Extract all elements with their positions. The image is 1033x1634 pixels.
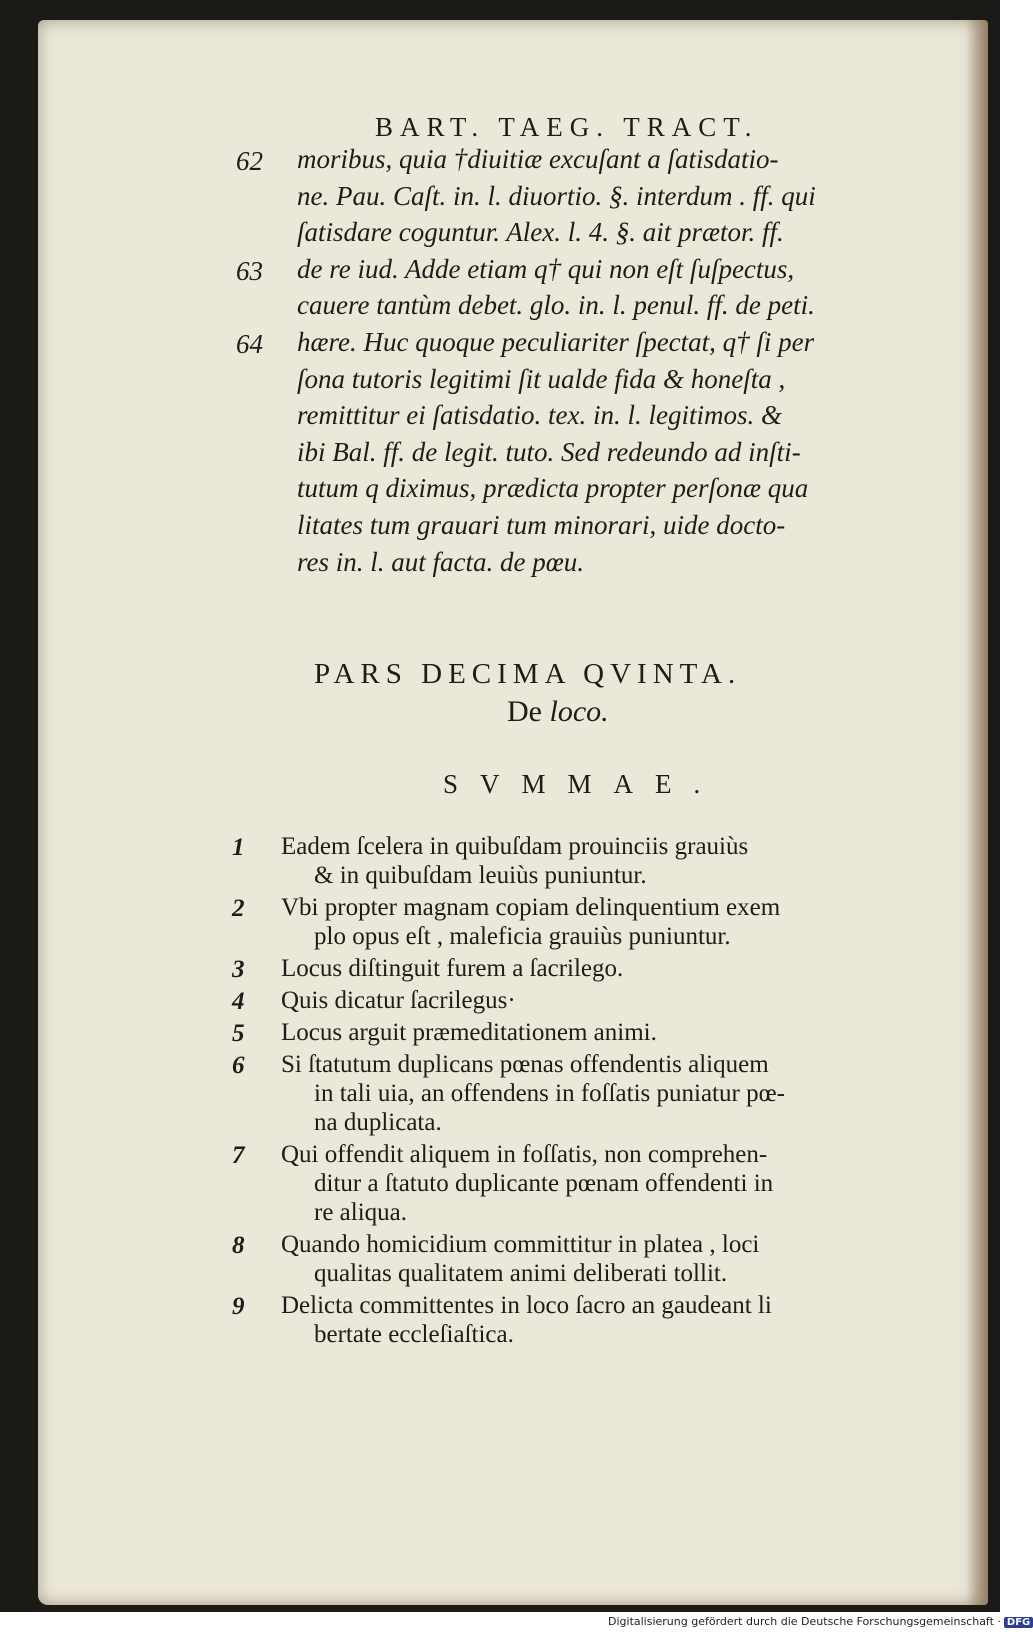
summa-line: Qui offendit aliquem in foſſatis, non comprehen- xyxy=(281,1141,768,1168)
body-line: ſatisdare coguntur. Alex. l. 4. §. ait prætor. ff. xyxy=(297,217,784,248)
dfg-logo: DFG xyxy=(1004,1617,1033,1628)
summa-line: re aliqua. xyxy=(314,1199,408,1226)
summa-line: plo opus eſt , maleficia grauiùs puniuntur. xyxy=(314,923,731,950)
summa-line: Vbi propter magnam copiam delinquentium exem xyxy=(281,894,781,921)
summa-line: & in quibuſdam leuiùs puniuntur. xyxy=(314,862,647,889)
section-title: PARS DECIMA QVINTA. xyxy=(314,658,742,690)
body-line: cauere tantùm debet. glo. in. l. penul. ff. de peti. xyxy=(297,290,815,321)
summa-line: Quando homicidium committitur in platea , loci xyxy=(281,1231,760,1258)
body-line: tutum q diximus, prædicta propter perſonæ qua xyxy=(297,473,809,504)
summa-line: Locus diſtinguit furem a ſacrilego. xyxy=(281,955,624,982)
summa-line: na duplicata. xyxy=(314,1109,442,1136)
summae-heading: SVMMAE. xyxy=(443,769,723,799)
body-line: ſona tutoris legitimi ſit ualde fida & honeſta , xyxy=(297,363,786,394)
body-line: remittitur ei ſatisdatio. tex. in. l. legitimos. & xyxy=(297,400,782,431)
margin-number: 64 xyxy=(236,329,263,359)
margin-number: 62 xyxy=(236,146,263,176)
summa-line: qualitas qualitatem animi deliberati tollit. xyxy=(314,1260,728,1287)
summa-line: Quis dicatur ſacrilegus· xyxy=(281,987,516,1014)
summa-number: 8 xyxy=(232,1232,245,1259)
summa-number: 1 xyxy=(232,834,245,861)
body-line: litates tum grauari tum minorari, uide docto- xyxy=(297,510,786,540)
body-line: moribus, quia †diuitiæ excuſant a ſatisdatio- xyxy=(297,144,779,174)
body-line: res in. l. aut facta. de pœu. xyxy=(297,546,584,577)
summa-line: bertate eccleſiaſtica. xyxy=(314,1321,514,1348)
section-subtitle-italic: loco. xyxy=(549,695,609,728)
summa-number: 6 xyxy=(232,1052,245,1079)
summa-number: 7 xyxy=(232,1142,245,1169)
body-line: ne. Pau. Caſt. in. l. diuortio. §. interdum . ff. qui xyxy=(297,180,816,211)
summa-line: Si ſtatutum duplicans pœnas offendentis aliquem xyxy=(281,1051,769,1078)
body-line: ibi Bal. ff. de legit. tuto. Sed redeundo ad inſti- xyxy=(297,436,801,467)
summa-line: Delicta committentes in loco ſacro an gaudeant li xyxy=(281,1292,772,1319)
digitization-footer xyxy=(608,1615,1033,1628)
running-head: BART. TAEG. TRACT. xyxy=(375,112,759,142)
summa-number: 3 xyxy=(232,956,245,983)
page-edge-shadow xyxy=(966,20,988,1605)
body-line: hære. Huc quoque peculiariter ſpectat, q† ſi per xyxy=(297,327,815,357)
summa-line: Eadem ſcelera in quibuſdam prouinciis grauiùs xyxy=(281,833,749,860)
summa-line: in tali uia, an offendens in foſſatis puniatur pœ- xyxy=(314,1080,785,1107)
body-line: de re iud. Adde etiam q† qui non eſt ſuſpectus, xyxy=(297,253,795,284)
section-subtitle xyxy=(507,695,609,729)
summa-line: ditur a ſtatuto duplicante pœnam offendenti in xyxy=(314,1170,774,1197)
summa-number: 2 xyxy=(232,895,245,922)
section-subtitle-prefix: De xyxy=(507,695,542,728)
summa-line: Locus arguit præmeditationem animi. xyxy=(281,1019,657,1046)
footer-text: Digitalisierung gefördert durch die Deutsche Forschungsgemeinschaft · xyxy=(608,1615,1001,1628)
summa-number: 9 xyxy=(232,1293,245,1320)
summa-number: 4 xyxy=(232,988,245,1015)
margin-number: 63 xyxy=(236,255,263,286)
summa-number: 5 xyxy=(232,1020,245,1047)
